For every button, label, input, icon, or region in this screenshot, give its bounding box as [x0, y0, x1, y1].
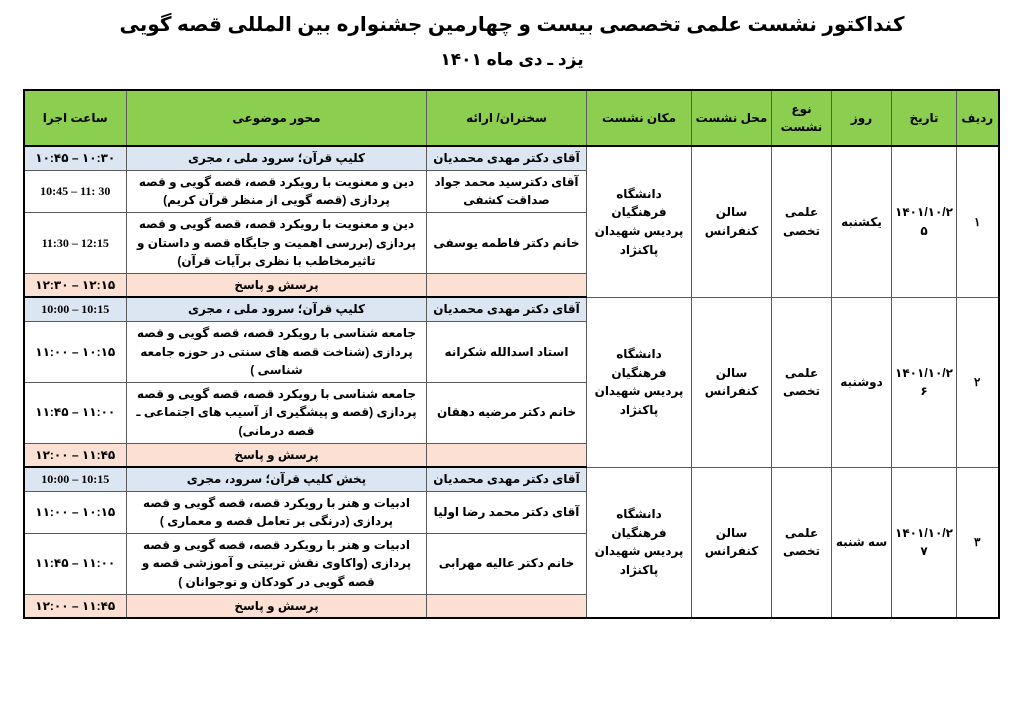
- cell-mehvar: پرسش و پاسخ: [127, 273, 427, 297]
- cell-makan: دانشگاه فرهنگیان پردیس شهیدان پاکنژاد: [587, 297, 692, 467]
- cell-saat: 10:45 – 11: 30: [24, 170, 127, 212]
- cell-sokhanran: خانم دکتر فاطمه یوسفی: [427, 212, 587, 273]
- title-block: [0, 0, 1024, 73]
- cell-saat: 10:00 – 10:15: [24, 297, 127, 321]
- table-row: [24, 146, 999, 170]
- cell-radif: ۲: [957, 297, 999, 467]
- cell-mehvar: جامعه شناسی با رویکرد قصه، قصه گویی و قصه پردازی (شناخت قصه های سنتی در حوزه جامعه شناسی ): [127, 321, 427, 382]
- cell-sokhanran: آقای دکتر محمد رضا اولیا: [427, 491, 587, 533]
- cell-sokhanran: آقای دکتر مهدی محمدیان: [427, 297, 587, 321]
- cell-saat: ۱۲:۱۵ – ۱۲:۳۰: [24, 273, 127, 297]
- cell-rooz: دوشنبه: [832, 297, 892, 467]
- cell-rooz: یکشنبه: [832, 146, 892, 297]
- cell-mehvar: دین و معنویت با رویکرد قصه، قصه گویی و قصه پردازی (قصه گویی از منظر قرآن کریم): [127, 170, 427, 212]
- schedule-table-wrapper: [25, 89, 1000, 619]
- cell-mehvar: ادبیات و هنر با رویکرد قصه، قصه گویی و قصه پردازی (درنگی بر تعامل قصه و معماری ): [127, 491, 427, 533]
- cell-saat: ۱۰:۱۵ – ۱۱:۰۰: [24, 491, 127, 533]
- cell-saat: ۱۱:۰۰ – ۱۱:۴۵: [24, 382, 127, 443]
- column-header-makan: مکان نشست: [587, 90, 692, 146]
- cell-mehvar: دین و معنویت با رویکرد قصه، قصه گویی و قصه پردازی (بررسی اهمیت و جایگاه قصه و داستان و تاثیرمخاطب با نظری برآیات قرآن): [127, 212, 427, 273]
- cell-makan: دانشگاه فرهنگیان پردیس شهیدان پاکنژاد: [587, 146, 692, 297]
- cell-saat: 10:00 – 10:15: [24, 467, 127, 491]
- cell-sokhanran: خانم دکتر مرضیه دهقان: [427, 382, 587, 443]
- cell-sokhanran: آقای دکترسید محمد جواد صداقت کشفی: [427, 170, 587, 212]
- cell-saat: 11:30 – 12:15: [24, 212, 127, 273]
- cell-sokhanran: آقای دکتر مهدی محمدیان: [427, 146, 587, 170]
- cell-mehvar: پرسش و پاسخ: [127, 594, 427, 618]
- cell-noe: علمی تخصی: [772, 467, 832, 618]
- schedule-table: [23, 89, 1000, 619]
- cell-noe: علمی تخصی: [772, 146, 832, 297]
- column-header-sokhanran: سخنران/ ارائه: [427, 90, 587, 146]
- cell-mehvar: ادبیات و هنر با رویکرد قصه، قصه گویی و قصه پردازی (واکاوی نقش تربیتی و آموزشی قصه و قصه گویی در کودکان و نوجوانان ): [127, 533, 427, 594]
- column-header-mahal: محل نشست: [692, 90, 772, 146]
- table-body: [24, 146, 999, 618]
- cell-sokhanran: آقای دکتر مهدی محمدیان: [427, 467, 587, 491]
- cell-mehvar: کلیپ قرآن؛ سرود ملی ، مجری: [127, 146, 427, 170]
- cell-tarikh: ۱۴۰۱/۱۰/۲۵: [892, 146, 957, 297]
- column-header-mehvar: محور موضوعی: [127, 90, 427, 146]
- cell-mehvar: پرسش و پاسخ: [127, 443, 427, 467]
- cell-saat: ۱۱:۴۵ – ۱۲:۰۰: [24, 594, 127, 618]
- cell-mahal: سالن کنفرانس: [692, 146, 772, 297]
- page-subtitle: یزد ـ دی ماه ۱۴۰۱: [440, 50, 584, 69]
- cell-sokhanran: [427, 594, 587, 618]
- cell-sokhanran: استاد اسدالله شکرانه: [427, 321, 587, 382]
- cell-saat: ۱۱:۰۰ – ۱۱:۴۵: [24, 533, 127, 594]
- cell-saat: ۱۰:۳۰ – ۱۰:۴۵: [24, 146, 127, 170]
- cell-radif: ۳: [957, 467, 999, 618]
- cell-mehvar: جامعه شناسی با رویکرد قصه، قصه گویی و قصه پردازی (قصه و پیشگیری از آسیب های اجتماعی ـ قصه درمانی): [127, 382, 427, 443]
- cell-tarikh: ۱۴۰۱/۱۰/۲۶: [892, 297, 957, 467]
- cell-mahal: سالن کنفرانس: [692, 297, 772, 467]
- cell-sokhanran: [427, 443, 587, 467]
- cell-mehvar: کلیپ قرآن؛ سرود ملی ، مجری: [127, 297, 427, 321]
- cell-noe: علمی تخصی: [772, 297, 832, 467]
- column-header-tarikh: تاریخ: [892, 90, 957, 146]
- column-header-noe: نوع نشست: [772, 90, 832, 146]
- table-row: [24, 467, 999, 491]
- page-title: کنداکتور نشست علمی تخصصی بیست و چهارمین جشنواره بین المللی قصه گویی: [119, 14, 905, 36]
- table-header: [24, 90, 999, 146]
- column-header-rooz: روز: [832, 90, 892, 146]
- cell-mahal: سالن کنفرانس: [692, 467, 772, 618]
- header-row: [24, 90, 999, 146]
- cell-makan: دانشگاه فرهنگیان پردیس شهیدان پاکنژاد: [587, 467, 692, 618]
- cell-tarikh: ۱۴۰۱/۱۰/۲۷: [892, 467, 957, 618]
- cell-saat: ۱۱:۴۵ – ۱۲:۰۰: [24, 443, 127, 467]
- cell-mehvar: پخش کلیپ قرآن؛ سرود، مجری: [127, 467, 427, 491]
- cell-sokhanran: [427, 273, 587, 297]
- cell-sokhanran: خانم دکتر عالیه مهرابی: [427, 533, 587, 594]
- column-header-saat: ساعت اجرا: [24, 90, 127, 146]
- cell-rooz: سه شنبه: [832, 467, 892, 618]
- cell-saat: ۱۰:۱۵ – ۱۱:۰۰: [24, 321, 127, 382]
- cell-radif: ۱: [957, 146, 999, 297]
- table-row: [24, 297, 999, 321]
- column-header-radif: ردیف: [957, 90, 999, 146]
